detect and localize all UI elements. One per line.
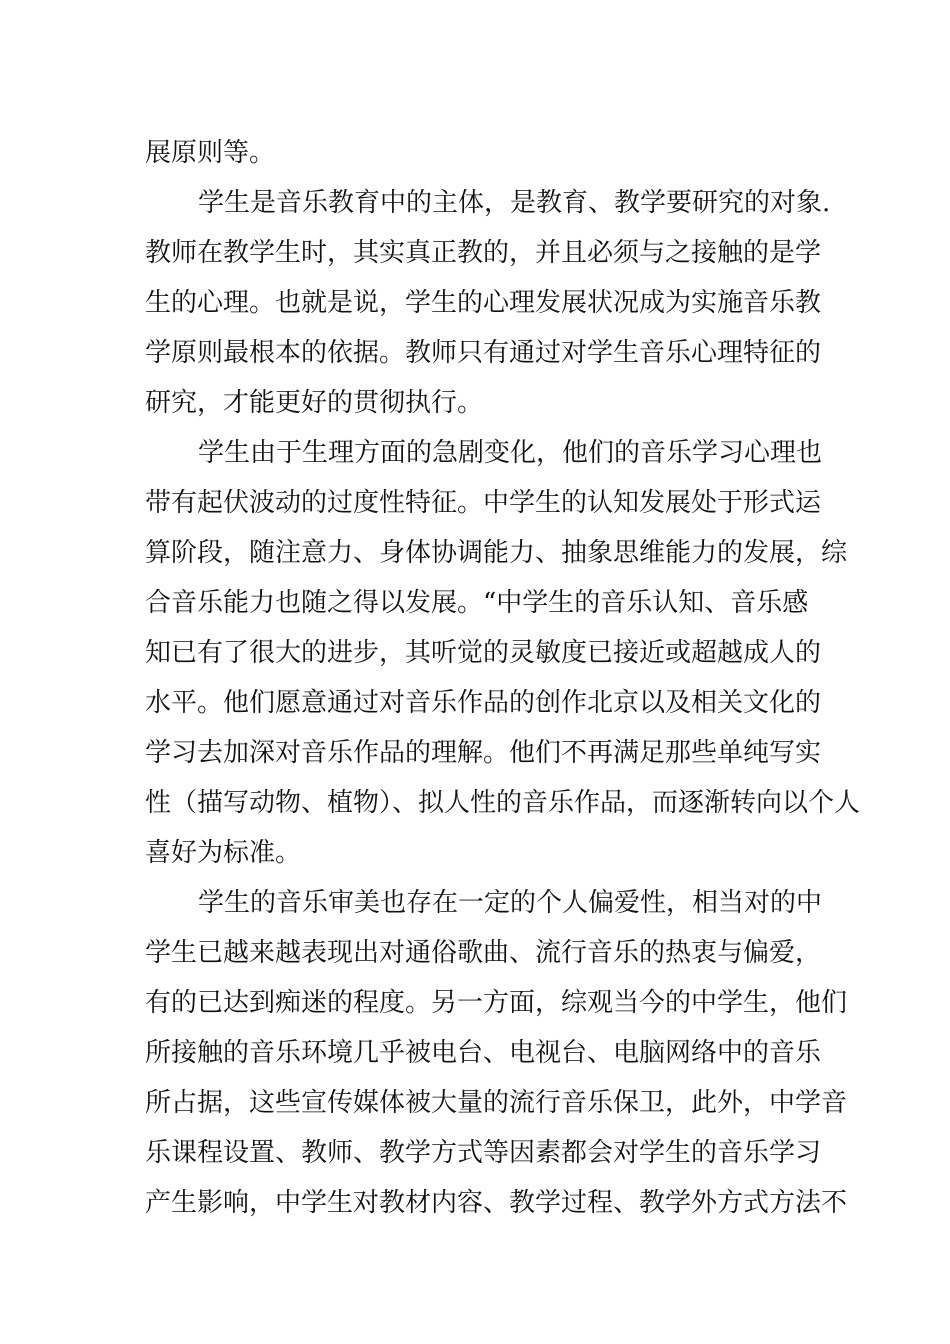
- paragraph-first-line: 学生由于生理方面的急剧变化，他们的音乐学习心理也: [198, 438, 823, 468]
- paragraph-first-line: 学生是音乐教育中的主体，是教育、教学要研究的对象.: [198, 188, 831, 218]
- text-line: 带有起伏波动的过度性特征。中学生的认知发展处于形式运: [145, 488, 822, 518]
- text-line: 生的心理。也就是说，学生的心理发展状况成为实施音乐教: [145, 288, 822, 318]
- text-line: 学原则最根本的依据。教师只有通过对学生音乐心理特征的: [145, 338, 822, 368]
- text-line: 算阶段，随注意力、身体协调能力、抽象思维能力的发展，综: [145, 538, 848, 568]
- text-line: 所占据，这些宣传媒体被大量的流行音乐保卫，此外，中学音: [145, 1088, 848, 1118]
- text-line: 性（描写动物、植物）、拟人性的音乐作品，而逐渐转向以个人: [145, 788, 861, 818]
- text-line: 产生影响，中学生对教材内容、教学过程、教学外方式方法不: [145, 1188, 848, 1218]
- text-line: 知已有了很大的进步，其听觉的灵敏度已接近或超越成人的: [145, 638, 822, 668]
- text-line: 展原则等。: [145, 138, 276, 168]
- text-line: 研究，才能更好的贯彻执行。: [145, 388, 484, 418]
- text-line: 乐课程设置、教师、教学方式等因素都会对学生的音乐学习: [145, 1138, 822, 1168]
- text-line: 水平。他们愿意通过对音乐作品的创作北京以及相关文化的: [145, 688, 822, 718]
- text-line: 所接触的音乐环境几乎被电台、电视台、电脑网络中的音乐: [145, 1038, 822, 1068]
- text-line: 教师在教学生时，其实真正教的，并且必须与之接触的是学: [145, 238, 822, 268]
- text-line: 学习去加深对音乐作品的理解。他们不再满足那些单纯写实: [145, 738, 822, 768]
- paragraph-first-line: 学生的音乐审美也存在一定的个人偏爱性，相当对的中: [198, 888, 823, 918]
- text-line: 学生已越来越表现出对通俗歌曲、流行音乐的热衷与偏爱，: [145, 938, 822, 968]
- text-line: 有的已达到痴迷的程度。另一方面，综观当今的中学生，他们: [145, 988, 848, 1018]
- text-line: 喜好为标准。: [145, 838, 302, 868]
- text-line: 合音乐能力也随之得以发展。“中学生的音乐认知、音乐感: [145, 588, 809, 618]
